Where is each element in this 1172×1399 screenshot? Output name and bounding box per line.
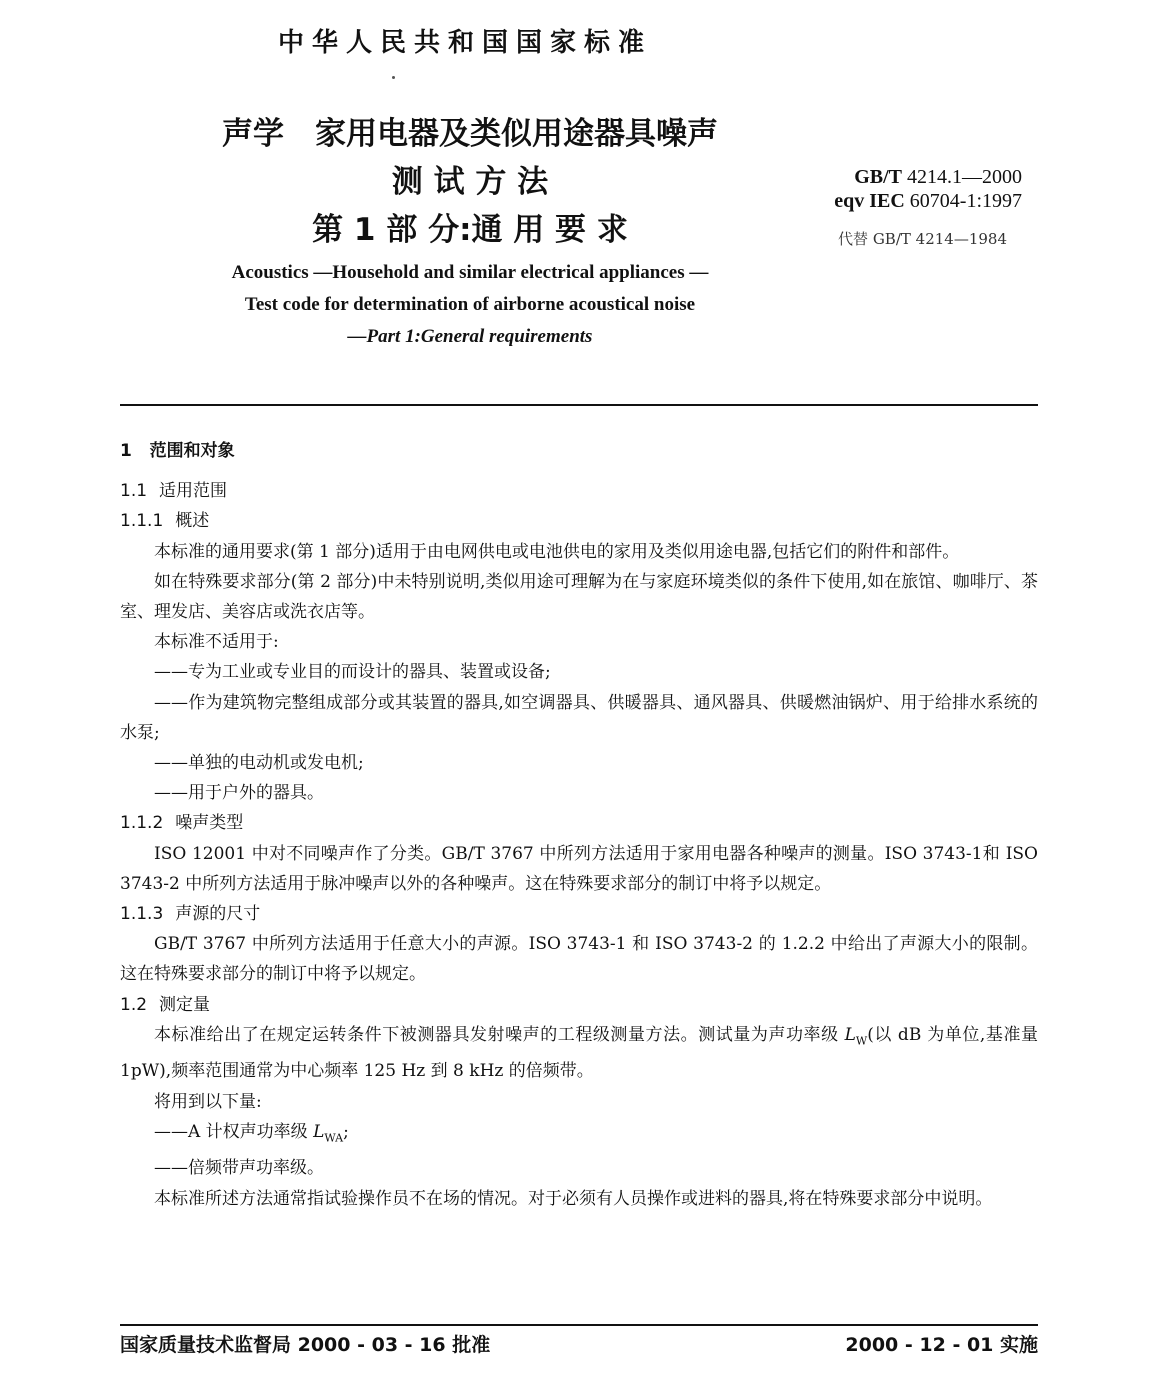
replaces-note: 代替 GB/T 4214—1984	[838, 230, 1007, 248]
section-1-heading: 1 范围和对象	[120, 441, 235, 461]
paragraph: GB/T 3767 中所列方法适用于任意大小的声源。ISO 3743-1 和 ISO 3743-2 的 1.2.2 中给出了声源大小的限制。这在特殊要求部分的制订中将予以规定。	[120, 934, 1038, 985]
title-cn-line1: 声学 家用电器及类似用途器具噪声	[222, 116, 718, 152]
paragraph: 将用到以下量:	[154, 1091, 262, 1112]
list-item: ——作为建筑物完整组成部分或其装置的器具,如空调器具、供暖器具、通风器具、供暖燃油锅炉、用于给排水系统的水泵;	[120, 692, 1038, 743]
eqv-prefix: eqv IEC	[834, 190, 905, 212]
code-number: 4214.1—2000	[907, 166, 1022, 188]
implementation-note: 2000 - 12 - 01 实施	[845, 1334, 1038, 1356]
standard-code	[834, 165, 1022, 213]
footer-rule	[120, 1324, 1038, 1326]
approval-note: 国家质量技术监督局 2000 - 03 - 16 批准	[120, 1334, 491, 1356]
national-standard-header: 中华人民共和国国家标准	[277, 28, 652, 58]
list-item: ——A 计权声功率级 $L_{WA}$;	[154, 1121, 349, 1145]
list-item: ——用于户外的器具。	[154, 783, 324, 804]
scan-dot	[392, 76, 395, 79]
code-prefix: GB/T	[854, 166, 902, 188]
section-1-1-3-heading: 1.1.3 声源的尺寸	[120, 904, 261, 925]
paragraph: ISO 12001 中对不同噪声作了分类。GB/T 3767 中所列方法适用于家用电器各种噪声的测量。ISO 3743-1和 ISO 3743-2 中所列方法适用于脉冲噪声以外的各种噪声。这在特殊要求部分的制订中将予以规定。	[120, 843, 1038, 894]
list-item: ——单独的电动机或发电机;	[154, 753, 364, 774]
paragraph: 本标准给出了在规定运转条件下被测器具发射噪声的工程级测量方法。测试量为声功率级 $L_W$(以 dB 为单位,基准量 1pW),频率范围通常为中心频率 125 Hz 到 8 kHz 的倍频带。	[120, 1024, 1039, 1082]
symbol-lw: L	[844, 1024, 856, 1045]
section-1-1-1-heading: 1.1.1 概述	[120, 511, 210, 532]
paragraph: 如在特殊要求部分(第 2 部分)中未特别说明,类似用途可理解为在与家庭环境类似的条件下使用,如在旅馆、咖啡厅、茶室、理发店、美容店或洗衣店等。	[120, 571, 1038, 623]
section-1-1-2-heading: 1.1.2 噪声类型	[120, 813, 244, 834]
symbol-lwa: L	[313, 1121, 325, 1142]
paragraph: 本标准所述方法通常指试验操作员不在场的情况。对于必须有人员操作或进料的器具,将在特殊要求部分中说明。	[154, 1188, 993, 1209]
title-cn-line3: 第 1 部 分:通 用 要 求	[312, 212, 628, 248]
section-1-2-heading: 1.2 测定量	[120, 994, 211, 1015]
section-1-1-heading: 1.1 适用范围	[120, 481, 228, 502]
paragraph: 本标准不适用于:	[154, 632, 279, 653]
eqv-code: 60704-1:1997	[909, 190, 1022, 212]
title-cn-line2: 测 试 方 法	[391, 164, 549, 200]
list-item: ——专为工业或专业目的而设计的器具、装置或设备;	[154, 662, 551, 683]
paragraph: 本标准的通用要求(第 1 部分)适用于由电网供电或电池供电的家用及类似用途电器,包括它们的附件和部件。	[154, 541, 960, 562]
title-en-line2: Test code for determination of airborne acoustical noise	[244, 294, 696, 315]
title-en-line3: —Part 1:General requirements	[347, 326, 593, 347]
header-rule	[120, 404, 1038, 406]
body-content	[120, 436, 1038, 1214]
title-en-line1: Acoustics —Household and similar electrical appliances —	[231, 262, 709, 283]
list-item: ——倍频带声功率级。	[154, 1158, 324, 1179]
